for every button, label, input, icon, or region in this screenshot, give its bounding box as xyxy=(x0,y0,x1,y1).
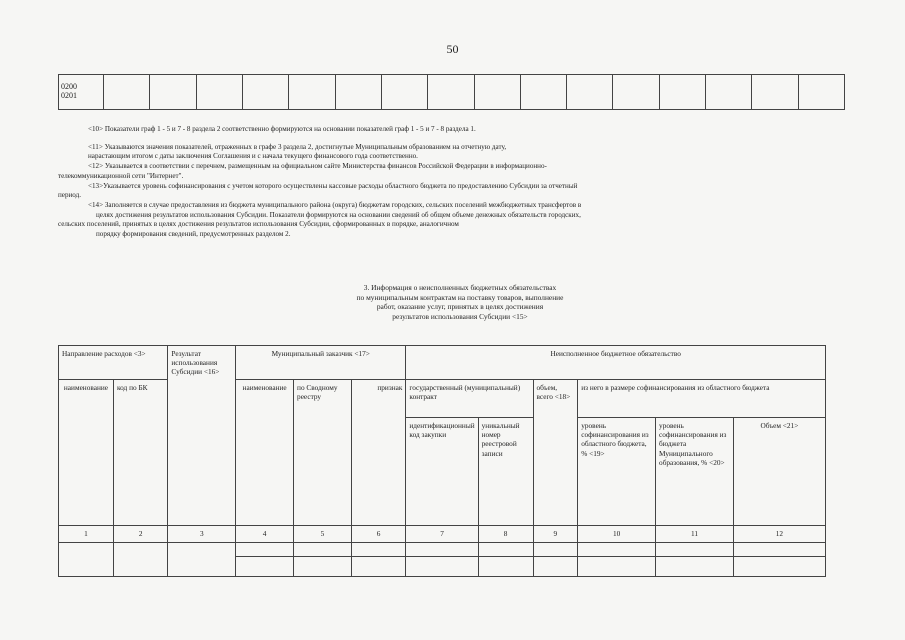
footnotes xyxy=(58,125,848,240)
section-title-line: работ, оказание услуг, принятых в целях достижения xyxy=(376,302,544,312)
empty-cell xyxy=(478,543,533,557)
column-number: 1 xyxy=(59,526,114,543)
empty-cell xyxy=(656,543,734,557)
empty-cell xyxy=(733,543,825,557)
note-12-cont: телекоммуникационной сети "Интернет". xyxy=(58,171,184,180)
header-sign: признак xyxy=(351,380,406,526)
empty-cell xyxy=(533,543,578,557)
column-number: 11 xyxy=(656,526,734,543)
row-code: 0201 xyxy=(61,91,77,100)
empty-cell xyxy=(351,557,406,577)
header-volume-total: объем, всего <18> xyxy=(533,380,578,526)
grid-cell xyxy=(381,75,427,110)
section-title-line: по муниципальным контрактам на поставку товаров, выполнение xyxy=(356,292,564,302)
grid-cell xyxy=(567,75,613,110)
header-cofinancing: из него в размере софинансирования из областного бюджета xyxy=(578,380,826,418)
column-number: 12 xyxy=(733,526,825,543)
empty-cell xyxy=(294,557,352,577)
page-number: 50 xyxy=(446,42,459,56)
grid-cell xyxy=(798,75,844,110)
empty-cell xyxy=(113,543,167,577)
section-3-title xyxy=(220,283,700,321)
grid-cell xyxy=(242,75,288,110)
column-number: 7 xyxy=(406,526,478,543)
grid-cell xyxy=(752,75,798,110)
column-number: 3 xyxy=(168,526,236,543)
note-14-cont: порядку формирования сведений, предусмотренных разделом 2. xyxy=(96,230,291,239)
empty-cell xyxy=(406,543,478,557)
header-registry: по Сводному реестру xyxy=(294,380,352,526)
grid-cell xyxy=(104,75,150,110)
header-registry-number: уникальный номер реестровой записи xyxy=(478,418,533,526)
note-11-cont: нарастающим итогом с даты заключения Соглашения и с начала текущего финансового года соответственно. xyxy=(88,152,418,161)
column-number: 4 xyxy=(236,526,294,543)
note-14: <14> Заполняется в случае предоставления из бюджета муниципального района (округа) бюджетам городских, сельских поселений межбюджетных трансфертов в xyxy=(88,200,582,209)
empty-cell xyxy=(733,557,825,577)
header-name: наименование xyxy=(59,380,114,526)
grid-cell xyxy=(150,75,196,110)
note-12: <12> Указывается в соответствии с перечнем, размещенным на официальном сайте Министерства финансов Российской Федерации в информационно- xyxy=(88,162,547,171)
header-bk-code: код по БК xyxy=(113,380,167,526)
empty-cell xyxy=(351,543,406,557)
column-number: 5 xyxy=(294,526,352,543)
header-direction: Направление расходов <3> xyxy=(59,346,168,380)
row-codes-cell xyxy=(59,75,104,110)
column-number: 2 xyxy=(113,526,167,543)
grid-cell xyxy=(659,75,705,110)
header-contract: государственный (муниципальный) контракт xyxy=(406,380,533,418)
header-purchase-id: идентификационный код закупки xyxy=(406,418,478,526)
column-number: 9 xyxy=(533,526,578,543)
empty-cell xyxy=(236,543,294,557)
column-number: 10 xyxy=(578,526,656,543)
note-13: <13>Указывается уровень софинансирования с учетом которого осуществлены кассовые расходы областного бюджета по предоставлению Субсидии за отчетный xyxy=(88,181,578,190)
header-unexecuted: Неисполненное бюджетное обязательство xyxy=(406,346,826,380)
header-customer: Муниципальный заказчик <17> xyxy=(236,346,406,380)
grid-cell xyxy=(289,75,335,110)
empty-cell xyxy=(533,557,578,577)
column-number: 8 xyxy=(478,526,533,543)
top-grid-table xyxy=(58,74,845,110)
note-14-cont: целях достижения результатов использования Субсидии. Показатели формируются на основании сведений об общем объеме денежных обязательств городских, xyxy=(96,210,581,219)
header-volume: Объем <21> xyxy=(733,418,825,526)
grid-cell xyxy=(335,75,381,110)
empty-cell xyxy=(236,557,294,577)
grid-cell xyxy=(613,75,659,110)
empty-cell xyxy=(294,543,352,557)
header-result: Результат использования Субсидии <16> xyxy=(168,346,236,526)
header-customer-name: наименование xyxy=(236,380,294,526)
header-cofin-level-regional: уровень софинансирования из областного бюджета, % <19> xyxy=(578,418,656,526)
grid-cell xyxy=(196,75,242,110)
section-title-line: результатов использования Субсидии <15> xyxy=(392,311,528,321)
empty-cell xyxy=(168,543,236,577)
note-13-cont: период. xyxy=(58,191,82,200)
grid-cell xyxy=(520,75,566,110)
grid-cell xyxy=(474,75,520,110)
note-11: <11> Указываются значения показателей, отраженных в графе 3 раздела 2, достигнутые Муниципальным образованием на отчетную дату, xyxy=(88,142,507,151)
section-title-line: 3. Информация о неисполненных бюджетных обязательствах xyxy=(363,283,557,292)
empty-cell xyxy=(59,543,114,577)
empty-cell xyxy=(578,557,656,577)
empty-cell xyxy=(578,543,656,557)
empty-cell xyxy=(406,557,478,577)
row-code: 0200 xyxy=(61,82,77,92)
header-cofin-level-municipal: уровень софинансирования из бюджета Муниципального образования, % <20> xyxy=(656,418,734,526)
empty-cell xyxy=(656,557,734,577)
obligations-table xyxy=(58,345,826,577)
grid-cell xyxy=(428,75,474,110)
column-number: 6 xyxy=(351,526,406,543)
grid-cell xyxy=(706,75,752,110)
note-10: <10> Показатели граф 1 - 5 и 7 - 8 раздела 2 соответственно формируются на основании показателей граф 1 - 5 и 7 - 8 раздела 1. xyxy=(88,125,476,133)
note-14-cont: сельских поселений, принятых в целях достижения результатов использования Субсидии, сформированных в порядке, аналогичном xyxy=(58,220,459,229)
empty-cell xyxy=(478,557,533,577)
